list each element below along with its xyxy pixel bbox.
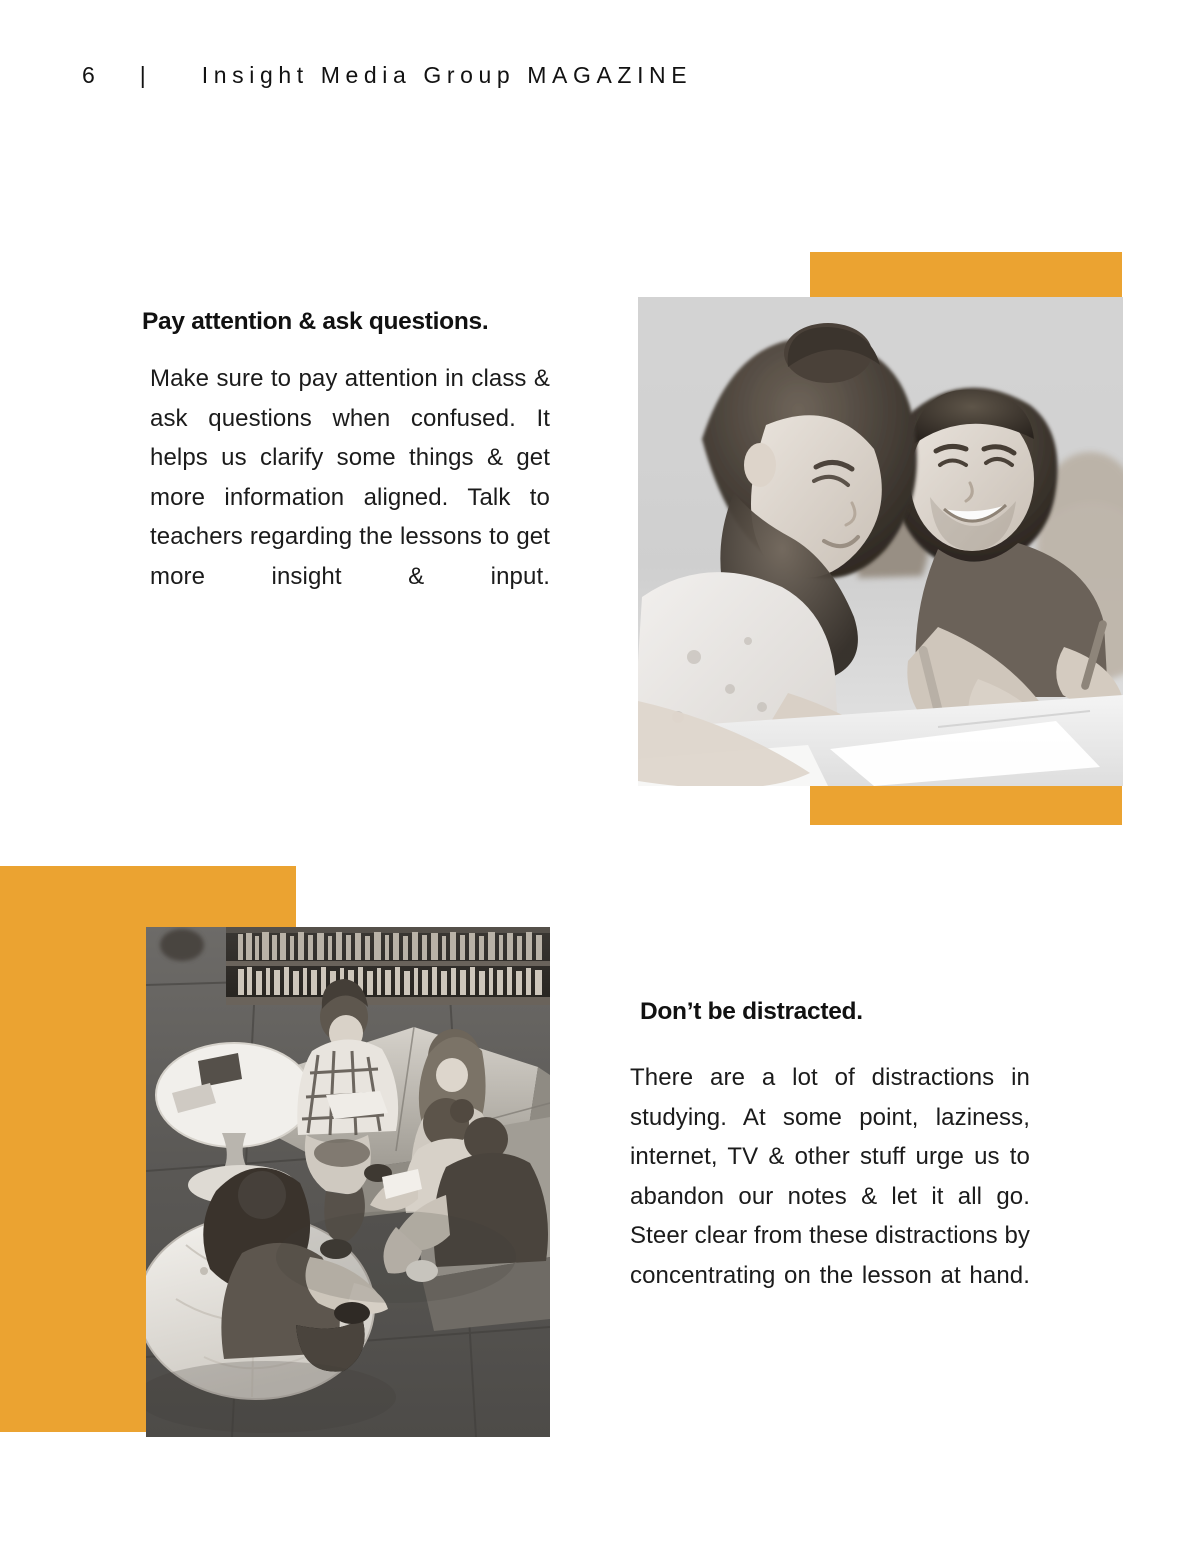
photo-library-graphic	[146, 927, 550, 1437]
section-heading-dont-be-distracted: Don’t be distracted.	[640, 998, 863, 1025]
photo-library	[146, 927, 550, 1437]
section-heading-pay-attention: Pay attention & ask questions.	[142, 308, 489, 335]
header-divider: |	[139, 62, 146, 88]
section-body-dont-be-distracted: There are a lot of distractions in studying. At some point, laziness, internet, TV & other stuff urge us to abandon our notes & let it all go. Steer clear from these distractions by concentrating on the lesson at hand.	[630, 1064, 1030, 1289]
photo-classroom	[638, 297, 1123, 786]
publication-title: Insight Media Group MAGAZINE	[201, 62, 693, 88]
running-header	[82, 62, 692, 89]
photo-classroom-graphic	[638, 297, 1123, 786]
section-body-pay-attention: Make sure to pay attention in class & ask questions when confused. It helps us clarify some things & get more information aligned. Talk to teachers regarding the lessons to get more insight & input.	[150, 365, 550, 590]
page-number: 6	[82, 62, 97, 88]
